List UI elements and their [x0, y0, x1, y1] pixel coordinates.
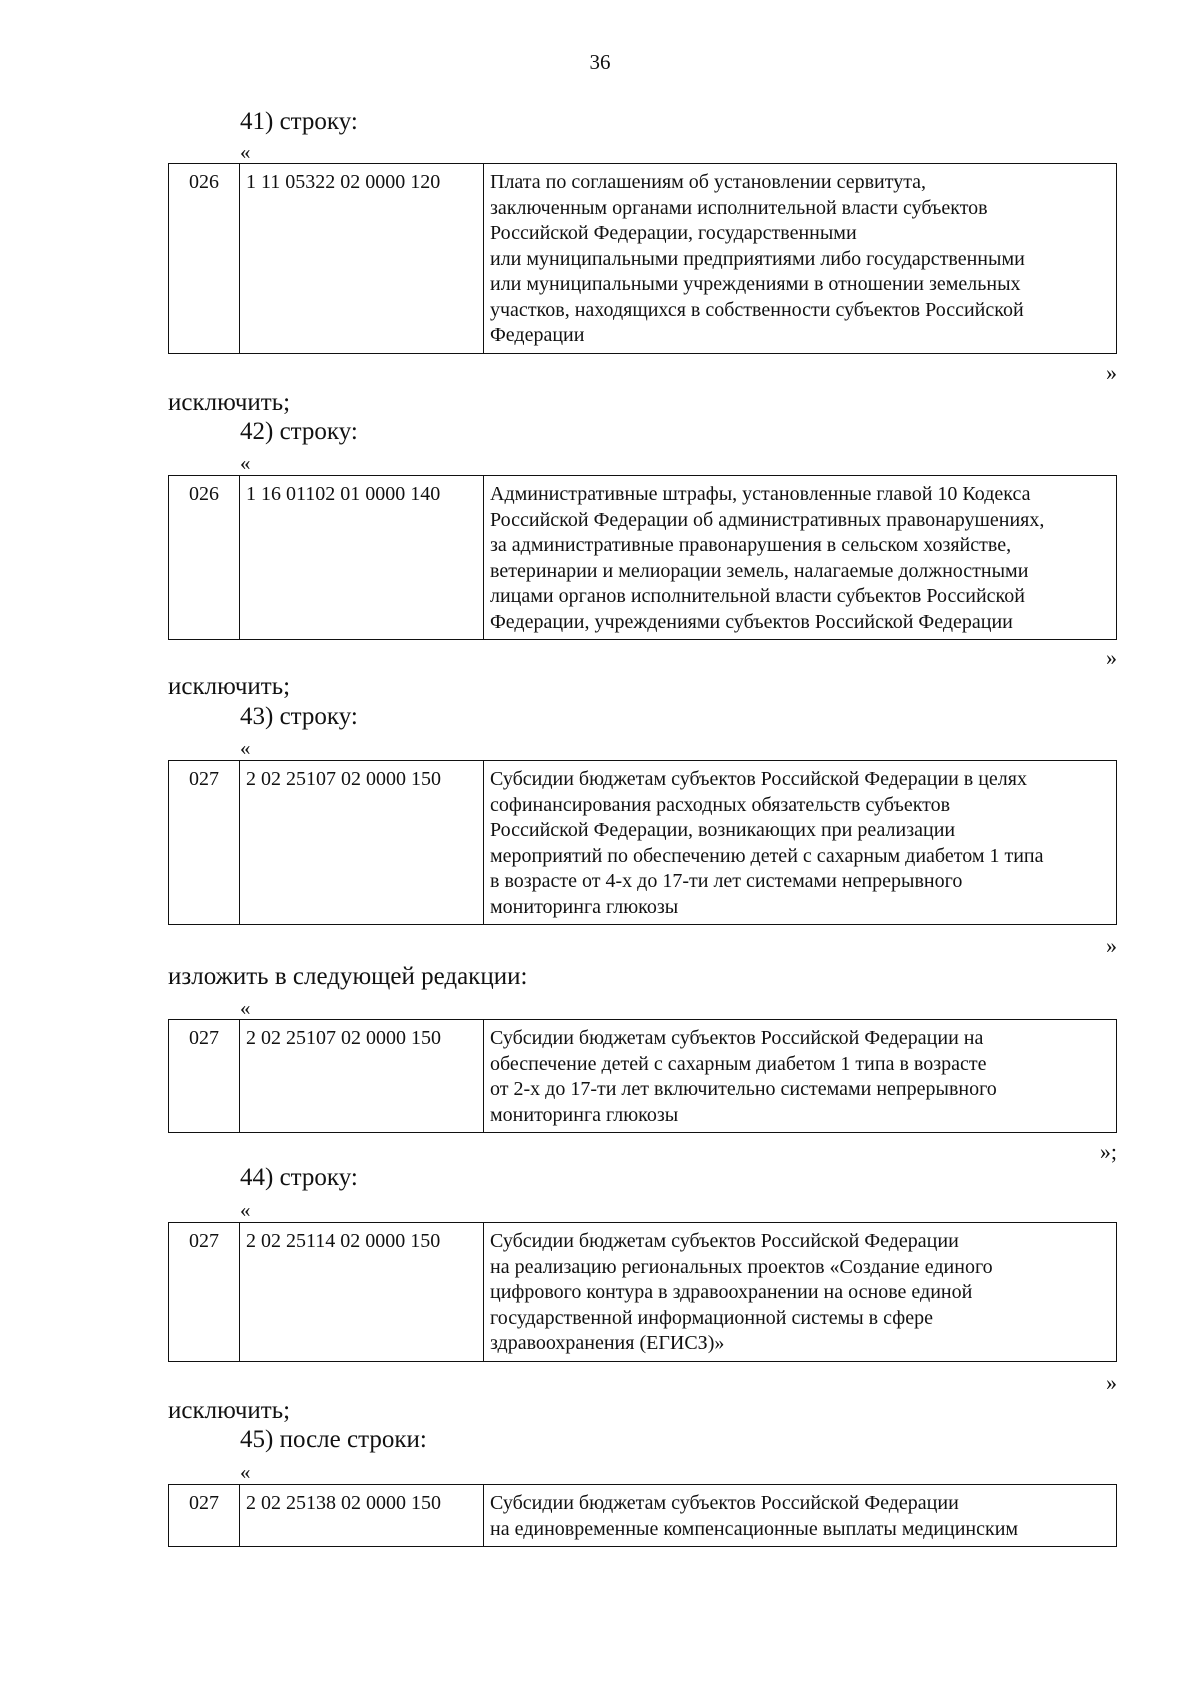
description-line: здравоохранения (ЕГИСЗ)» — [490, 1332, 725, 1354]
table-row — [169, 1223, 1117, 1362]
verdict-text: исключить; — [168, 673, 291, 700]
open-quote: « — [240, 736, 251, 760]
description-line: мониторинга глюкозы — [490, 895, 679, 918]
classification-code-cell: 2 02 25107 02 0000 150 — [240, 1020, 484, 1133]
budget-table-45 — [168, 1484, 1117, 1547]
description-line: Федерации — [490, 324, 585, 346]
description-line: цифрового контура в здравоохранении на основе единой — [490, 1281, 973, 1303]
description-line: Субсидии бюджетам субъектов Российской Федерации на — [490, 1027, 984, 1049]
description-line: за административные правонарушения в сельском хозяйстве, — [490, 534, 1012, 556]
budget-table-41 — [168, 163, 1117, 354]
item-heading-45: 45) после строки: — [240, 1426, 427, 1453]
verdict-text: изложить в следующей редакции: — [168, 963, 528, 990]
description-line: Российской Федерации, возникающих при реализации — [490, 819, 956, 841]
page-number: 36 — [589, 50, 611, 74]
table-row — [169, 1020, 1117, 1133]
close-quote: » — [1106, 1370, 1117, 1395]
classification-code-cell: 2 02 25138 02 0000 150 — [240, 1485, 484, 1547]
description-line: Плата по соглашениям об установлении сервитута, — [490, 171, 927, 193]
verdict-text: исключить; — [168, 389, 291, 416]
item-heading-44: 44) строку: — [240, 1164, 358, 1191]
description-line: софинансирования расходных обязательств субъектов — [490, 793, 951, 816]
close-quote: » — [1106, 360, 1117, 385]
classification-code-cell: 1 16 01102 01 0000 140 — [240, 476, 484, 640]
admin-code-cell: 027 — [169, 761, 240, 925]
description-cell — [484, 761, 1117, 925]
admin-code-cell: 027 — [169, 1020, 240, 1133]
description-line: Российской Федерации, государственными — [490, 222, 857, 244]
item-heading-42: 42) строку: — [240, 418, 358, 445]
admin-code-cell: 027 — [169, 1485, 240, 1547]
description-line: Федерации, учреждениями субъектов Российской Федерации — [490, 610, 1013, 633]
budget-table-44 — [168, 1222, 1117, 1362]
open-quote: « — [240, 996, 251, 1020]
classification-code-cell: 1 11 05322 02 0000 120 — [240, 164, 484, 354]
classification-code-cell: 2 02 25107 02 0000 150 — [240, 761, 484, 925]
description-cell — [484, 476, 1117, 640]
close-quote: » — [1106, 645, 1117, 670]
budget-table-43-replacement — [168, 1019, 1117, 1133]
description-cell — [484, 1020, 1117, 1133]
admin-code-cell: 026 — [169, 164, 240, 354]
open-quote: « — [240, 451, 251, 475]
description-line: лицами органов исполнительной власти субъектов Российской — [490, 585, 1025, 607]
item-heading-43: 43) строку: — [240, 703, 358, 730]
description-line: заключенным органами исполнительной власти субъектов — [490, 196, 988, 219]
description-line: Субсидии бюджетам субъектов Российской Федерации в целях — [490, 768, 1027, 790]
budget-table-42 — [168, 475, 1117, 640]
description-line: на реализацию региональных проектов «Создание единого — [490, 1255, 993, 1278]
admin-code-cell: 027 — [169, 1223, 240, 1362]
classification-code-cell: 2 02 25114 02 0000 150 — [240, 1223, 484, 1362]
close-quote-semicolon: »; — [1099, 1139, 1117, 1164]
table-row — [169, 164, 1117, 354]
description-line: Административные штрафы, установленные главой 10 Кодекса — [490, 483, 1031, 505]
description-line: обеспечение детей с сахарным диабетом 1 типа в возрасте — [490, 1052, 987, 1075]
table-row — [169, 761, 1117, 925]
admin-code-cell: 026 — [169, 476, 240, 640]
open-quote: « — [240, 140, 251, 164]
description-line: от 2-х до 17-ти лет включительно системами непрерывного — [490, 1078, 997, 1100]
table-row — [169, 476, 1117, 640]
verdict-text: исключить; — [168, 1397, 291, 1424]
description-line: ветеринарии и мелиорации земель, налагаемые должностными — [490, 559, 1029, 582]
description-line: Российской Федерации об административных правонарушениях, — [490, 508, 1045, 531]
open-quote: « — [240, 1460, 251, 1484]
description-cell — [484, 1485, 1117, 1547]
close-quote: » — [1106, 933, 1117, 958]
description-line: мониторинга глюкозы — [490, 1103, 679, 1126]
item-heading-41: 41) строку: — [240, 108, 358, 135]
description-line: в возрасте от 4-х до 17-ти лет системами непрерывного — [490, 870, 963, 892]
open-quote: « — [240, 1198, 251, 1222]
description-line: или муниципальными учреждениями в отношении земельных — [490, 273, 1021, 295]
description-line: или муниципальными предприятиями либо государственными — [490, 247, 1025, 270]
description-line: участков, находящихся в собственности субъектов Российской — [490, 298, 1024, 321]
description-line: Субсидии бюджетам субъектов Российской Федерации — [490, 1230, 959, 1252]
description-line: государственной информационной системы в сфере — [490, 1306, 933, 1329]
description-cell — [484, 1223, 1117, 1362]
description-cell — [484, 164, 1117, 354]
budget-table-43 — [168, 760, 1117, 925]
description-line: на единовременные компенсационные выплаты медицинским — [490, 1517, 1019, 1540]
table-row — [169, 1485, 1117, 1547]
description-line: Субсидии бюджетам субъектов Российской Федерации — [490, 1492, 959, 1514]
description-line: мероприятий по обеспечению детей с сахарным диабетом 1 типа — [490, 844, 1044, 867]
